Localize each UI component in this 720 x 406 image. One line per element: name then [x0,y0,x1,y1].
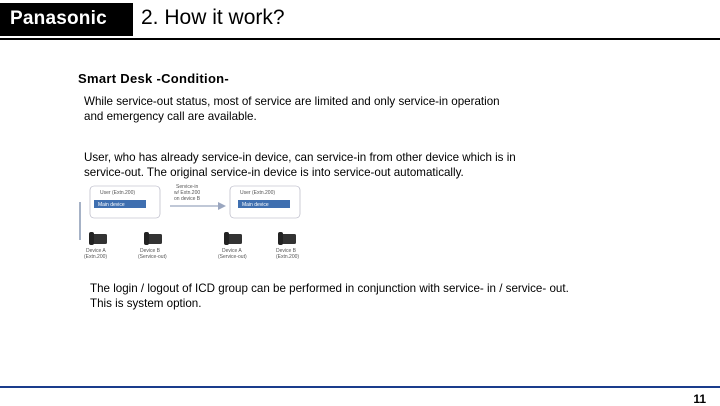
right-device-a-label: Device A [222,248,242,254]
right-device-b-ext: (Extn.200) [276,254,300,260]
logo-text: Panasonic [10,8,107,29]
paragraph-icd-group: The login / logout of ICD group can be performed in conjunction with service- in / service- out. This is system option. [90,282,569,310]
footer-divider [0,386,720,388]
left-user-label: User (Extn.200) [100,190,136,196]
right-device-b-label: Device B [276,248,297,254]
left-panel [84,186,167,260]
slide-title: 2. How it work? [141,6,285,29]
phone-icon [144,232,162,245]
header [0,0,720,40]
right-main-device-label: Main device [242,202,269,208]
arrow-text-line1: Service-in [176,184,199,190]
paragraph-service-in: User, who has already service-in device, can service-in from other device which is in service-out. The original service-in device is into service-out automatically. [84,151,516,179]
arrow-head-icon [218,202,226,210]
left-device-b-status: (Service-out) [138,254,167,260]
header-divider [0,38,720,40]
section-subtitle: Smart Desk -Condition- [78,71,230,86]
page-number: 11 [693,392,706,406]
right-panel [218,186,300,260]
transition-arrow [170,184,226,210]
panasonic-logo [0,3,133,36]
phone-icon [278,232,296,245]
smart-desk-diagram [78,182,318,264]
left-main-device-label: Main device [98,202,125,208]
arrow-text-line3: on device B [174,196,201,202]
right-user-label: User (Extn.200) [240,190,276,196]
left-device-b-label: Device B [140,248,161,254]
phone-icon [89,232,107,245]
arrow-text-line2: w/ Extn.200 [174,190,201,196]
left-device-a-ext: (Extn.200) [84,254,108,260]
paragraph-service-out: While service-out status, most of service are limited and only service-in operation and emergency call are available. [84,95,500,123]
left-device-a-label: Device A [86,248,106,254]
right-device-a-status: (Service-out) [218,254,247,260]
phone-icon [224,232,242,245]
